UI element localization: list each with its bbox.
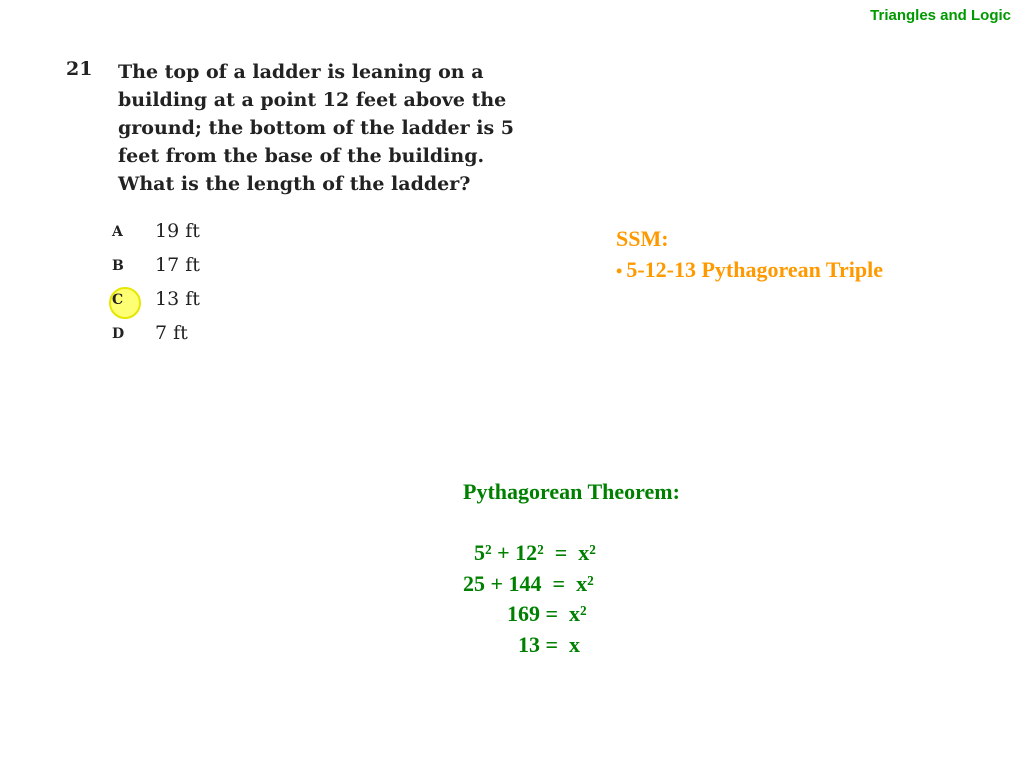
- theorem-spacer: [463, 508, 680, 539]
- choice-letter: B: [112, 258, 124, 274]
- question-line: building at a point 12 feet above the: [118, 89, 507, 111]
- ssm-bullet-item: [616, 254, 883, 287]
- question-text: [118, 58, 588, 198]
- choice-value: 7 ft: [155, 322, 188, 344]
- choice-letter: A: [112, 224, 123, 240]
- bullet-icon: •: [616, 261, 623, 281]
- theorem-heading: Pythagorean Theorem:: [463, 479, 680, 504]
- equation-line: 25 + 144 = x²: [463, 570, 594, 596]
- question-number: 21: [66, 58, 93, 80]
- question-line: What is the length of the ladder?: [118, 173, 471, 195]
- equation-line: 13 = x: [463, 631, 581, 657]
- ssm-heading: SSM:: [616, 226, 669, 251]
- choice-letter: C: [112, 292, 124, 308]
- question-line: The top of a ladder is leaning on a: [118, 61, 484, 83]
- ssm-note: [616, 223, 883, 287]
- question-line: ground; the bottom of the ladder is 5: [118, 117, 515, 139]
- slide-header-title: Triangles and Logic: [870, 7, 1011, 24]
- equation-line: 5² + 12² = x²: [463, 540, 596, 565]
- question-line: feet from the base of the building.: [118, 145, 485, 167]
- choice-value: 13 ft: [155, 288, 200, 310]
- choice-value: 17 ft: [155, 254, 200, 276]
- equation-line: 169 = x²: [463, 601, 587, 626]
- choice-letter: D: [112, 326, 125, 342]
- ssm-bullet-text: 5-12-13 Pythagorean Triple: [626, 257, 883, 282]
- choice-value: 19 ft: [155, 220, 200, 242]
- pythagorean-theorem-work: [463, 477, 680, 660]
